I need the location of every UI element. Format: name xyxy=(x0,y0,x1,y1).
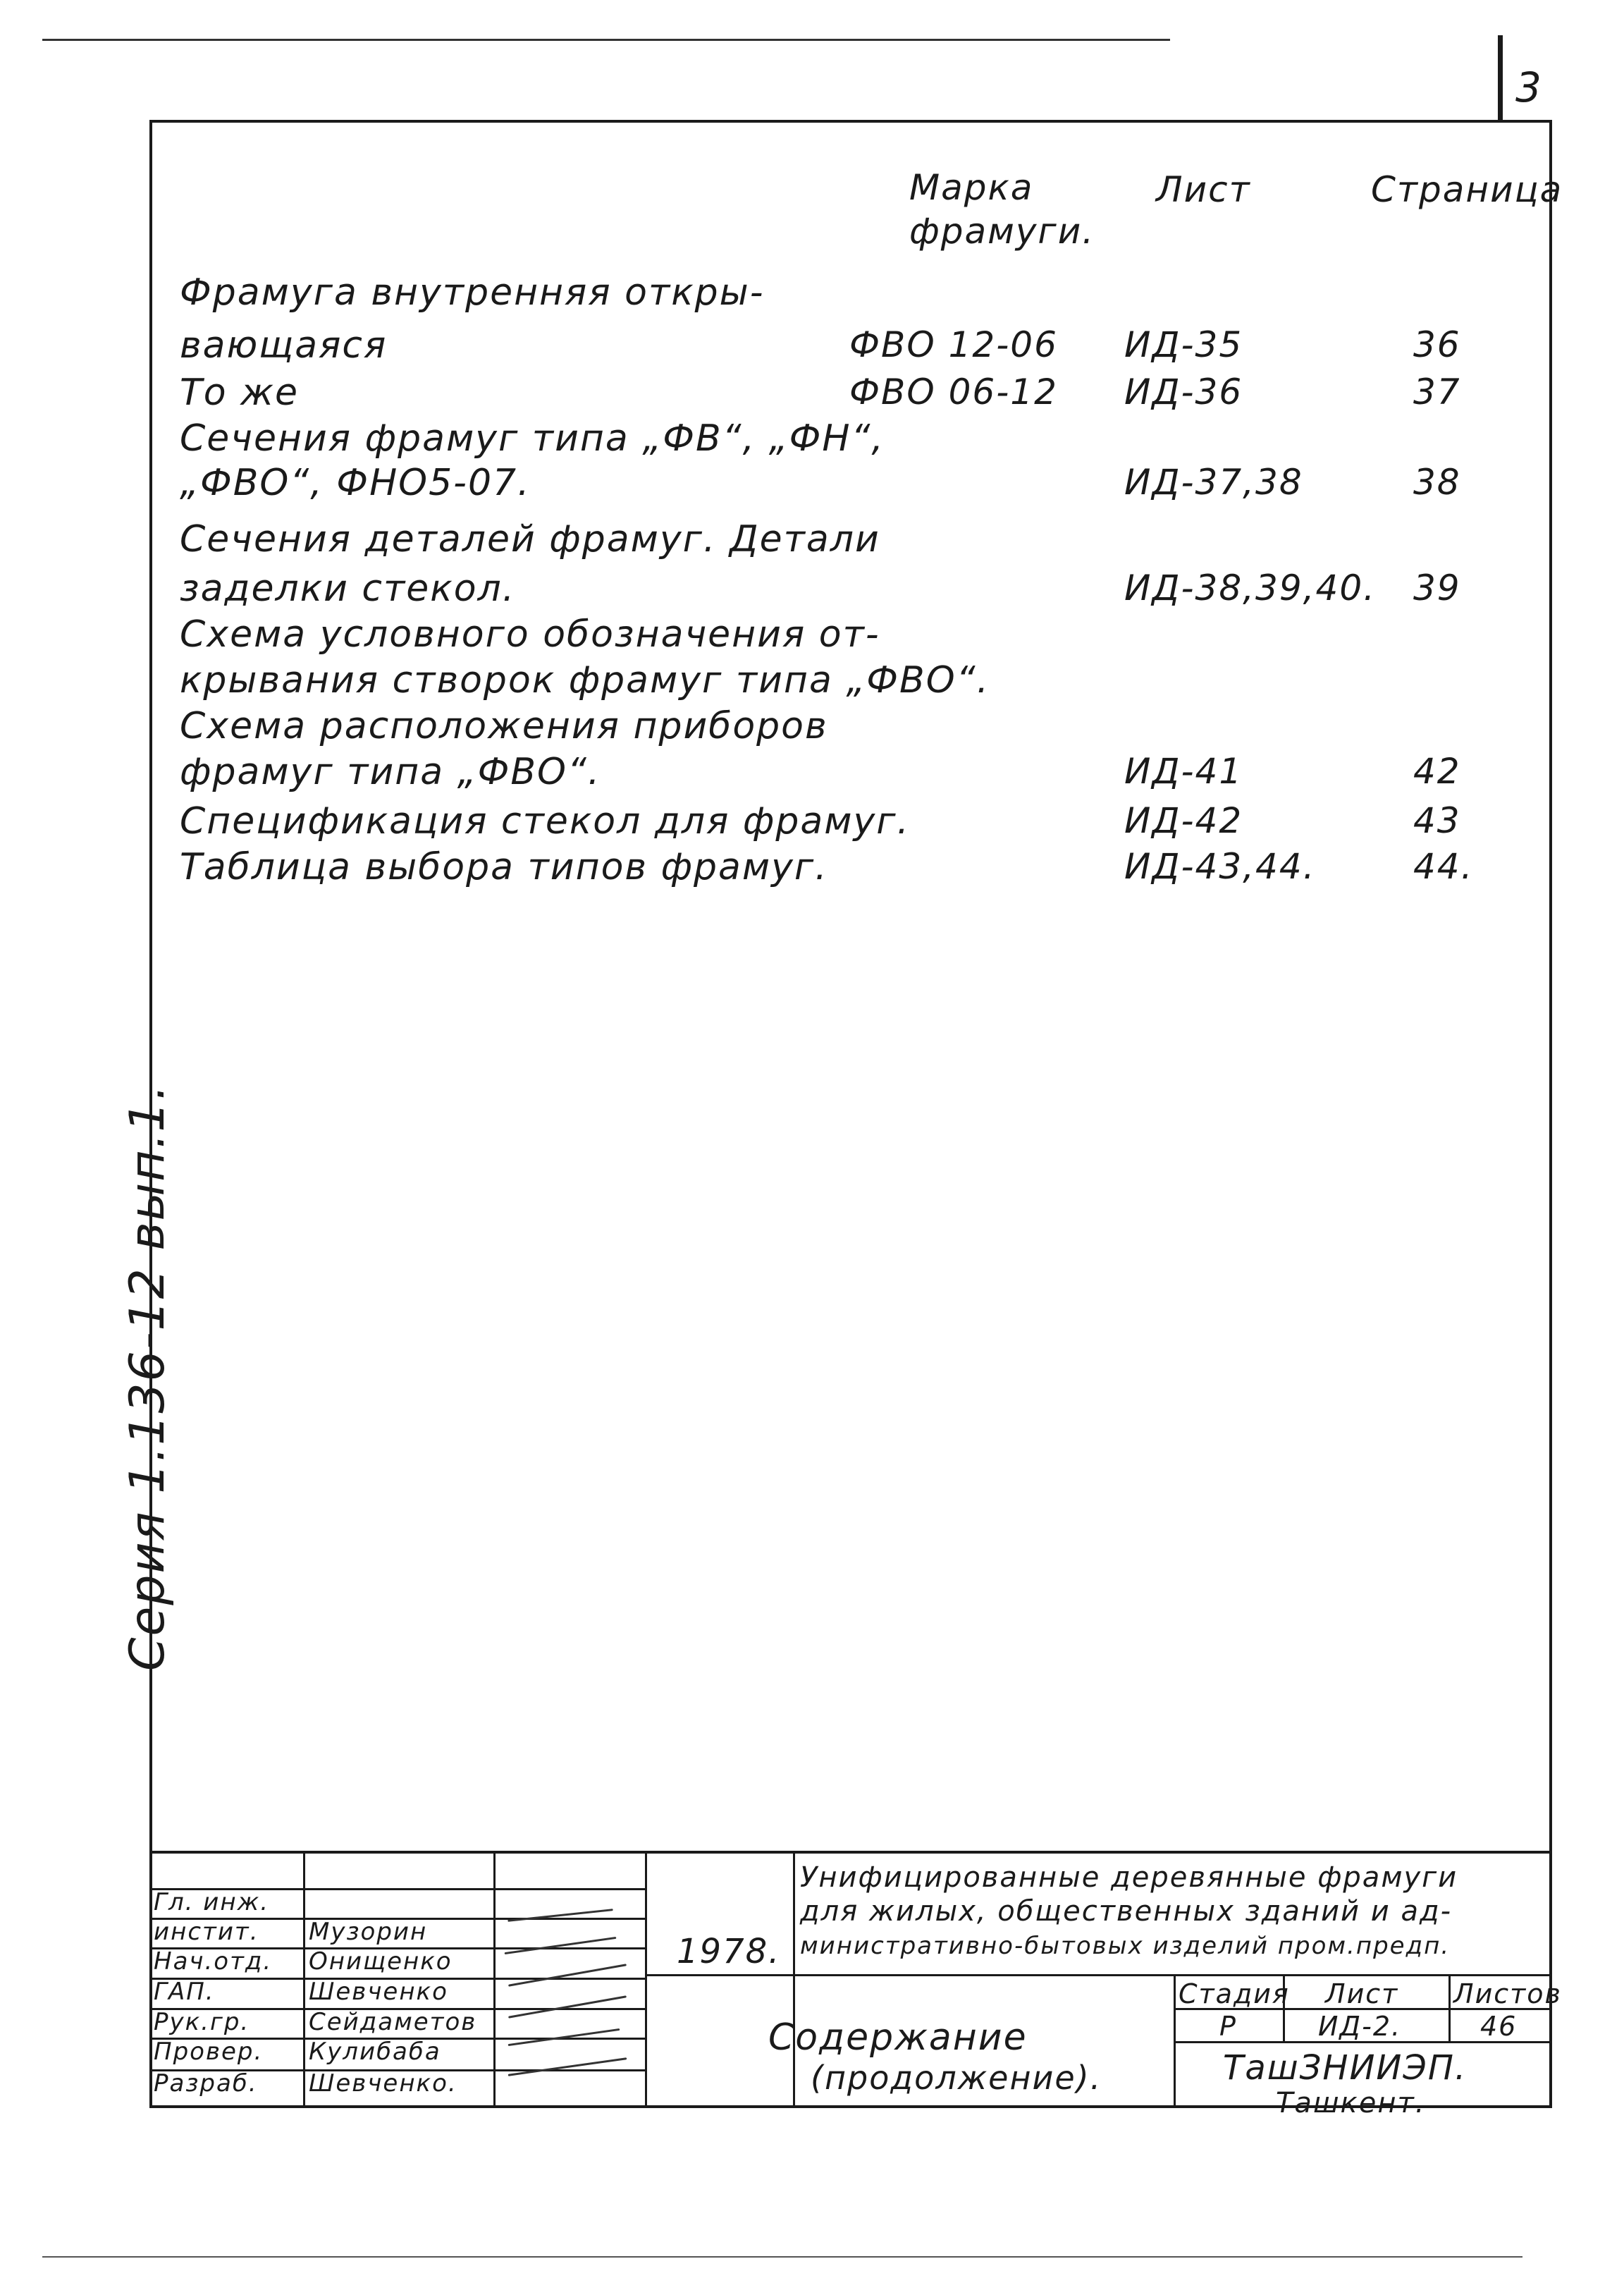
bottom-rule xyxy=(42,2256,1522,2258)
role-label: инстит. xyxy=(154,1918,259,1946)
role-label: Рук.гр. xyxy=(154,2008,250,2036)
sheets-label: Листов xyxy=(1453,1978,1562,2009)
role-label: Провер. xyxy=(154,2038,264,2066)
row-sheet: ИД-37,38 xyxy=(1124,462,1303,503)
role-label: Разраб. xyxy=(154,2069,258,2098)
stage-value: Р xyxy=(1219,2011,1237,2042)
grid-line xyxy=(645,1974,1552,1976)
project-line-2: для жилых, общественных зданий и ад- xyxy=(800,1895,1453,1928)
year: 1978. xyxy=(677,1932,781,1971)
row-sheet: ИД-38,39,40. xyxy=(1124,568,1377,608)
row-title: вающаяся xyxy=(180,324,388,367)
top-rule xyxy=(42,39,1170,41)
org-city: Ташкент. xyxy=(1276,2087,1426,2119)
column-header-sheet: Лист xyxy=(1156,169,1251,210)
grid-line xyxy=(1448,1974,1451,2041)
role-label: ГАП. xyxy=(154,1978,215,2006)
row-title: крывания створок фрамуг типа „ФВО“. xyxy=(180,659,990,702)
row-title: „ФВО“, ФНО5-07. xyxy=(180,462,531,504)
role-label: Нач.отд. xyxy=(154,1947,273,1976)
sheets-value: 46 xyxy=(1480,2011,1518,2042)
row-page: 43 xyxy=(1413,800,1461,841)
person-name: Сейдаметов xyxy=(309,2008,477,2036)
sheet-value: ИД-2. xyxy=(1318,2011,1402,2042)
row-title: Таблица выбора типов фрамуг. xyxy=(180,846,828,888)
row-sheet: ИД-35 xyxy=(1124,324,1243,365)
row-mark: ФВО 06-12 xyxy=(849,372,1058,412)
row-title: Фрамуга внутренняя откры- xyxy=(180,271,765,314)
project-line-3: министративно-бытовых изделий пром.предп. xyxy=(800,1932,1451,1960)
row-page: 36 xyxy=(1413,324,1461,365)
row-title: фрамуг типа „ФВО“. xyxy=(180,751,601,793)
sheet-number: 3 xyxy=(1515,63,1543,111)
column-header-mark: Марка фрамуги. xyxy=(909,167,1095,252)
row-sheet: ИД-43,44. xyxy=(1124,846,1316,887)
row-title: Схема условного обозначения от- xyxy=(180,613,880,656)
title-block-top-line xyxy=(149,1851,1552,1854)
person-name: Кулибаба xyxy=(309,2038,441,2066)
stage-label: Стадия xyxy=(1179,1978,1290,2009)
role-label: Гл. инж. xyxy=(154,1888,270,1916)
org-name: ТашЗНИИЭП. xyxy=(1223,2048,1468,2088)
row-sheet: ИД-42 xyxy=(1124,800,1243,841)
row-title: То же xyxy=(180,372,299,414)
row-page: 38 xyxy=(1413,462,1461,503)
row-mark: ФВО 12-06 xyxy=(849,324,1058,365)
row-title: Сечения фрамуг типа „ФВ“, „ФН“, xyxy=(180,417,885,460)
row-page: 37 xyxy=(1413,372,1461,412)
project-line-1: Унифицированные деревянные фрамуги xyxy=(800,1861,1458,1894)
series-label: Серия 1.136-12 вып.1. xyxy=(120,1083,176,1671)
person-name: Музорин xyxy=(309,1918,428,1946)
row-title: Спецификация стекол для фрамуг. xyxy=(180,800,911,843)
doc-title: Содержание xyxy=(768,2016,1028,2059)
row-title: Сечения деталей фрамуг. Детали xyxy=(180,518,880,561)
row-page: 42 xyxy=(1413,751,1461,792)
row-page: 39 xyxy=(1413,568,1461,608)
row-title: заделки стекол. xyxy=(180,568,516,610)
row-page: 44. xyxy=(1413,846,1474,887)
person-name: Шевченко. xyxy=(309,2069,457,2098)
grid-line xyxy=(793,1851,795,2108)
person-name: Онищенко xyxy=(309,1947,453,1976)
row-sheet: ИД-41 xyxy=(1124,751,1243,792)
sheet-label: Лист xyxy=(1325,1978,1399,2009)
sheet-number-bar xyxy=(1498,35,1503,120)
person-name: Шевченко xyxy=(309,1978,448,2006)
column-header-page: Страница xyxy=(1371,169,1563,210)
doc-subtitle: (продолжение). xyxy=(811,2059,1102,2097)
row-sheet: ИД-36 xyxy=(1124,372,1243,412)
row-title: Схема расположения приборов xyxy=(180,705,828,747)
